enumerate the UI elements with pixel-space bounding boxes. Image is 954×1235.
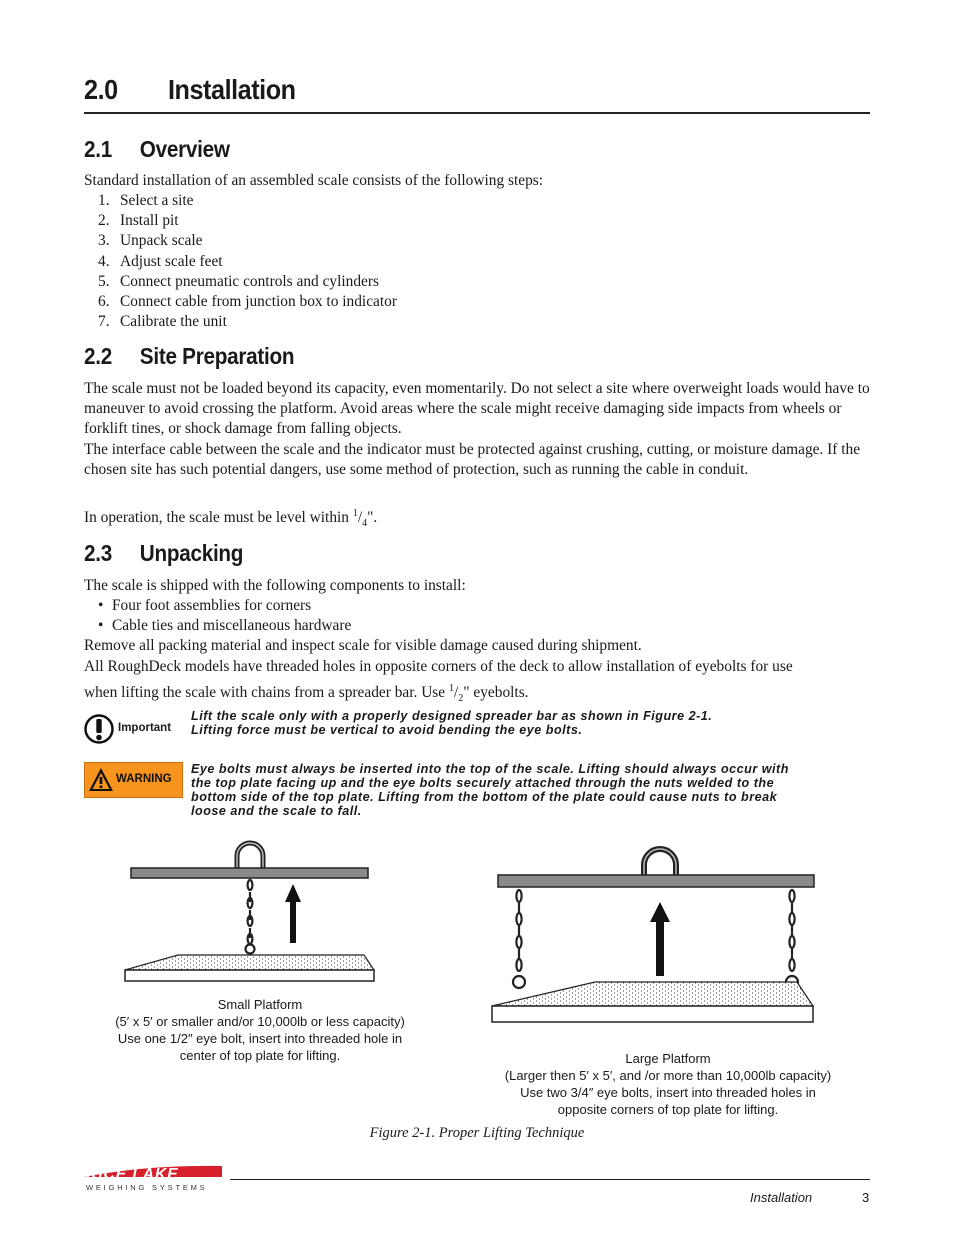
important-badge (84, 713, 184, 745)
step-number: 6. (98, 293, 110, 311)
step-item (98, 231, 397, 251)
overview-heading: 2.1 Overview (84, 136, 230, 162)
step-item (98, 272, 397, 292)
step-text: Adjust scale feet (120, 252, 223, 270)
logo-subtitle: WEIGHING SYSTEMS (86, 1183, 208, 1192)
footer-section: Installation (750, 1190, 813, 1205)
caption-line: (Larger then 5′ x 5′, and /or more than 10,000lb capacity) (504, 1068, 832, 1083)
large-platform-diagram (487, 840, 832, 1035)
unpacking-paragraph-1: Remove all packing material and inspect scale for visible damage caused during shipment. (84, 637, 642, 654)
warning-label: WARNING (116, 773, 172, 785)
caption-line: center of top plate for lifting. (179, 1048, 341, 1063)
step-text: Calibrate the unit (120, 313, 227, 331)
step-text: Install pit (120, 212, 179, 230)
component-item (98, 616, 351, 636)
step-item (98, 252, 397, 272)
site-paragraph-2: The interface cable between the scale and the indicator must be protected against crushing, cutting, or moisture damage. If the chosen site has such potential dangers, use some method of protection, such as running the cable in conduit. (84, 441, 861, 479)
unpacking-paragraph-2-line-1: All RoughDeck models have threaded holes in opposite corners of the deck to allow installation of eyebolts for use (84, 658, 793, 675)
step-number: 7. (98, 313, 110, 331)
step-text: Connect pneumatic controls and cylinders (120, 272, 380, 290)
level-sentence: In operation, the scale must be level within $^1/_4$". (84, 508, 378, 530)
logo-text: RICE LAKE (86, 1166, 179, 1183)
caption-line: Large Platform (625, 1051, 711, 1066)
important-label: Important (118, 722, 172, 734)
warning-line: loose and the scale to fall. (191, 804, 362, 818)
important-text: Lift the scale only with a properly designed spreader bar as shown in Figure 2-1. Lifting force must be vertical to avoid bending the eye bolts. (191, 709, 713, 737)
step-item (98, 211, 397, 231)
step-number: 2. (98, 212, 110, 230)
step-text: Unpack scale (120, 232, 203, 250)
warning-badge (84, 762, 183, 798)
step-text: Select a site (120, 192, 194, 209)
caption-line: Use one 1/2″ eye bolt, insert into threaded hole in (117, 1031, 403, 1046)
warning-triangle-icon (88, 767, 114, 793)
components-list (98, 596, 351, 636)
bullet-icon: • (98, 597, 104, 614)
large-platform-caption (468, 1050, 868, 1118)
caption-line: (5′ x 5′ or smaller and/or 10,000lb or less capacity) (115, 1014, 405, 1029)
section-heading (84, 72, 870, 114)
component-item (98, 596, 351, 616)
component-text: Four foot assemblies for corners (112, 597, 312, 614)
page-number: 3 (862, 1190, 870, 1205)
section-title: Installation (168, 74, 296, 105)
unpacking-intro: The scale is shipped with the following components to install: (84, 577, 466, 594)
step-number: 4. (98, 252, 110, 270)
exclamation-icon (84, 713, 114, 745)
rice-lake-logo (84, 1163, 224, 1203)
site-paragraph-1: The scale must not be loaded beyond its capacity, even momentarily. Do not select a site where overweight loads would have to maneuver to avoid crossing the platform. Avoid areas where the scale might receive damaging side impacts from wheels or forklift tines, or shock damage from falling objects. (84, 380, 870, 438)
footer-rule (230, 1179, 870, 1180)
steps-list (98, 191, 397, 332)
step-text: Connect cable from junction box to indicator (120, 293, 397, 311)
step-number: 3. (98, 232, 110, 250)
unpacking-paragraph-2-line-2: when lifting the scale with chains from a spreader bar. Use $^1/_2$" eyebolts. (84, 683, 529, 705)
step-item (98, 292, 397, 312)
warning-text (191, 762, 871, 818)
figure-caption: Figure 2-1. Proper Lifting Technique (369, 1125, 585, 1141)
overview-intro: Standard installation of an assembled scale consists of the following steps: (84, 172, 544, 189)
section-number: 2.0 (84, 74, 118, 105)
caption-line: opposite corners of top plate for lifting. (557, 1102, 779, 1117)
step-number: 5. (98, 272, 110, 290)
step-number: 1. (98, 192, 110, 209)
step-item (98, 191, 397, 211)
component-text: Cable ties and miscellaneous hardware (112, 617, 352, 635)
caption-line: Small Platform (217, 997, 303, 1012)
site-heading: 2.2 Site Preparation (84, 343, 295, 369)
warning-line: Eye bolts must always be inserted into the top of the scale. Lifting should always occur with (191, 762, 789, 776)
warning-line: the top plate facing up and the eye bolts securely attached through the nuts welded to the (191, 776, 775, 790)
bullet-icon: • (98, 617, 104, 635)
unpacking-heading: 2.3 Unpacking (84, 540, 244, 566)
warning-line: bottom side of the top plate. Lifting from the bottom of the plate could cause nuts to break (191, 790, 778, 804)
caption-line: Use two 3/4″ eye bolts, insert into threaded holes in (520, 1085, 816, 1100)
small-platform-diagram (120, 840, 380, 990)
step-item (98, 312, 397, 332)
small-platform-caption (85, 996, 435, 1064)
